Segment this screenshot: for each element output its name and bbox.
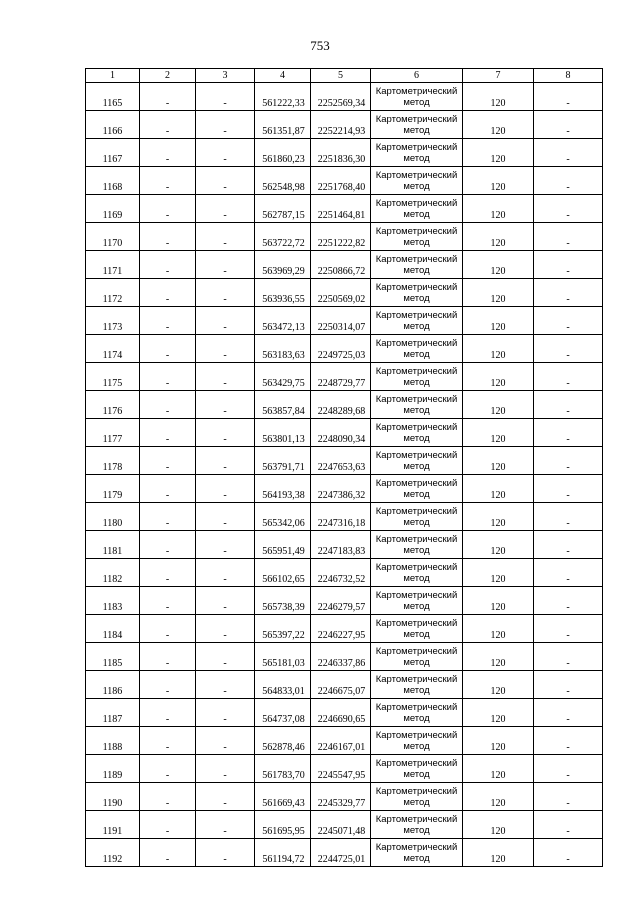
col3-value-cell: - [196,279,255,307]
y-coordinate-cell: 2246227,95 [311,615,371,643]
col8-value-cell: - [534,699,603,727]
table-row [86,139,603,167]
accuracy-cell: 120 [463,811,534,839]
accuracy-cell: 120 [463,699,534,727]
y-coordinate-cell: 2251836,30 [311,139,371,167]
col2-value-cell: - [140,307,196,335]
point-number-cell: 1182 [86,559,140,587]
y-coordinate-cell: 2244725,01 [311,839,371,867]
y-coordinate-cell: 2252569,34 [311,83,371,111]
table-row [86,251,603,279]
accuracy-cell: 120 [463,587,534,615]
table-row [86,699,603,727]
col2-value-cell: - [140,223,196,251]
col2-value-cell: - [140,615,196,643]
col8-value-cell: - [534,335,603,363]
method-cell: Картометрический метод [371,615,463,643]
accuracy-cell: 120 [463,447,534,475]
x-coordinate-cell: 564833,01 [255,671,311,699]
accuracy-cell: 120 [463,727,534,755]
col3-value-cell: - [196,503,255,531]
table-header-row [86,69,603,83]
point-number-cell: 1189 [86,755,140,783]
method-cell: Картометрический метод [371,811,463,839]
table-row [86,167,603,195]
col8-value-cell: - [534,475,603,503]
x-coordinate-cell: 561669,43 [255,783,311,811]
table-row [86,223,603,251]
col8-value-cell: - [534,755,603,783]
accuracy-cell: 120 [463,363,534,391]
x-coordinate-cell: 565181,03 [255,643,311,671]
point-number-cell: 1168 [86,167,140,195]
x-coordinate-cell: 561860,23 [255,139,311,167]
col3-value-cell: - [196,363,255,391]
col2-value-cell: - [140,363,196,391]
y-coordinate-cell: 2252214,93 [311,111,371,139]
point-number-cell: 1178 [86,447,140,475]
col2-value-cell: - [140,699,196,727]
table-row [86,671,603,699]
table-row [86,755,603,783]
x-coordinate-cell: 563936,55 [255,279,311,307]
col8-value-cell: - [534,587,603,615]
col8-value-cell: - [534,671,603,699]
accuracy-cell: 120 [463,391,534,419]
method-cell: Картометрический метод [371,783,463,811]
table-body [86,83,603,867]
method-cell: Картометрический метод [371,643,463,671]
col8-value-cell: - [534,139,603,167]
x-coordinate-cell: 563183,63 [255,335,311,363]
point-number-cell: 1183 [86,587,140,615]
point-number-cell: 1191 [86,811,140,839]
col3-value-cell: - [196,615,255,643]
table-row [86,335,603,363]
col3-value-cell: - [196,447,255,475]
point-number-cell: 1165 [86,83,140,111]
accuracy-cell: 120 [463,251,534,279]
col3-value-cell: - [196,811,255,839]
table-row [86,503,603,531]
col2-value-cell: - [140,279,196,307]
y-coordinate-cell: 2247386,32 [311,475,371,503]
table-row [86,391,603,419]
y-coordinate-cell: 2246675,07 [311,671,371,699]
col3-value-cell: - [196,111,255,139]
col8-value-cell: - [534,783,603,811]
table-row [86,195,603,223]
y-coordinate-cell: 2250569,02 [311,279,371,307]
col8-value-cell: - [534,251,603,279]
method-cell: Картометрический метод [371,699,463,727]
point-number-cell: 1190 [86,783,140,811]
x-coordinate-cell: 561222,33 [255,83,311,111]
method-cell: Картометрический метод [371,671,463,699]
x-coordinate-cell: 564737,08 [255,699,311,727]
table-row [86,111,603,139]
y-coordinate-cell: 2248090,34 [311,419,371,447]
col3-value-cell: - [196,559,255,587]
method-cell: Картометрический метод [371,559,463,587]
col2-value-cell: - [140,447,196,475]
col8-value-cell: - [534,223,603,251]
accuracy-cell: 120 [463,83,534,111]
table-row [86,475,603,503]
x-coordinate-cell: 565397,22 [255,615,311,643]
table-row [86,363,603,391]
point-number-cell: 1169 [86,195,140,223]
col3-value-cell: - [196,391,255,419]
y-coordinate-cell: 2248289,68 [311,391,371,419]
col3-value-cell: - [196,223,255,251]
x-coordinate-cell: 563429,75 [255,363,311,391]
col2-value-cell: - [140,503,196,531]
point-number-cell: 1186 [86,671,140,699]
y-coordinate-cell: 2246732,52 [311,559,371,587]
col8-value-cell: - [534,391,603,419]
col3-value-cell: - [196,167,255,195]
x-coordinate-cell: 561695,95 [255,811,311,839]
method-cell: Картометрический метод [371,139,463,167]
method-cell: Картометрический метод [371,475,463,503]
point-number-cell: 1180 [86,503,140,531]
col3-value-cell: - [196,475,255,503]
x-coordinate-cell: 562787,15 [255,195,311,223]
method-cell: Картометрический метод [371,167,463,195]
table-row [86,615,603,643]
col8-value-cell: - [534,167,603,195]
table-row [86,531,603,559]
point-number-cell: 1188 [86,727,140,755]
method-cell: Картометрический метод [371,727,463,755]
method-cell: Картометрический метод [371,223,463,251]
column-header-6: 6 [371,69,463,83]
x-coordinate-cell: 563472,13 [255,307,311,335]
table-row [86,279,603,307]
y-coordinate-cell: 2247316,18 [311,503,371,531]
accuracy-cell: 120 [463,643,534,671]
point-number-cell: 1179 [86,475,140,503]
accuracy-cell: 120 [463,559,534,587]
point-number-cell: 1177 [86,419,140,447]
accuracy-cell: 120 [463,419,534,447]
col2-value-cell: - [140,727,196,755]
col2-value-cell: - [140,419,196,447]
point-number-cell: 1166 [86,111,140,139]
col2-value-cell: - [140,783,196,811]
method-cell: Картометрический метод [371,111,463,139]
y-coordinate-cell: 2251222,82 [311,223,371,251]
accuracy-cell: 120 [463,839,534,867]
accuracy-cell: 120 [463,615,534,643]
col8-value-cell: - [534,727,603,755]
col2-value-cell: - [140,671,196,699]
column-header-7: 7 [463,69,534,83]
col2-value-cell: - [140,391,196,419]
column-header-4: 4 [255,69,311,83]
method-cell: Картометрический метод [371,839,463,867]
accuracy-cell: 120 [463,307,534,335]
method-cell: Картометрический метод [371,251,463,279]
col2-value-cell: - [140,531,196,559]
table-row [86,83,603,111]
x-coordinate-cell: 564193,38 [255,475,311,503]
col3-value-cell: - [196,643,255,671]
col2-value-cell: - [140,167,196,195]
col3-value-cell: - [196,699,255,727]
col8-value-cell: - [534,447,603,475]
col2-value-cell: - [140,251,196,279]
accuracy-cell: 120 [463,671,534,699]
col8-value-cell: - [534,503,603,531]
point-number-cell: 1187 [86,699,140,727]
column-header-3: 3 [196,69,255,83]
method-cell: Картометрический метод [371,419,463,447]
col8-value-cell: - [534,839,603,867]
accuracy-cell: 120 [463,503,534,531]
col8-value-cell: - [534,811,603,839]
x-coordinate-cell: 563969,29 [255,251,311,279]
col3-value-cell: - [196,139,255,167]
col3-value-cell: - [196,531,255,559]
page-number: 753 [310,38,330,53]
accuracy-cell: 120 [463,111,534,139]
col8-value-cell: - [534,643,603,671]
col8-value-cell: - [534,419,603,447]
col2-value-cell: - [140,111,196,139]
method-cell: Картометрический метод [371,83,463,111]
point-number-cell: 1184 [86,615,140,643]
col3-value-cell: - [196,83,255,111]
col2-value-cell: - [140,643,196,671]
method-cell: Картометрический метод [371,363,463,391]
col2-value-cell: - [140,335,196,363]
point-number-cell: 1181 [86,531,140,559]
col3-value-cell: - [196,251,255,279]
method-cell: Картометрический метод [371,755,463,783]
accuracy-cell: 120 [463,195,534,223]
col3-value-cell: - [196,727,255,755]
table-row [86,307,603,335]
y-coordinate-cell: 2246690,65 [311,699,371,727]
y-coordinate-cell: 2248729,77 [311,363,371,391]
accuracy-cell: 120 [463,167,534,195]
col8-value-cell: - [534,83,603,111]
accuracy-cell: 120 [463,783,534,811]
method-cell: Картометрический метод [371,391,463,419]
x-coordinate-cell: 561351,87 [255,111,311,139]
x-coordinate-cell: 561194,72 [255,839,311,867]
column-header-2: 2 [140,69,196,83]
method-cell: Картометрический метод [371,335,463,363]
point-number-cell: 1176 [86,391,140,419]
accuracy-cell: 120 [463,755,534,783]
table-row [86,643,603,671]
point-number-cell: 1170 [86,223,140,251]
col8-value-cell: - [534,559,603,587]
col8-value-cell: - [534,615,603,643]
table-row [86,727,603,755]
point-number-cell: 1175 [86,363,140,391]
col2-value-cell: - [140,755,196,783]
col3-value-cell: - [196,587,255,615]
method-cell: Картометрический метод [371,447,463,475]
column-header-8: 8 [534,69,603,83]
col2-value-cell: - [140,83,196,111]
method-cell: Картометрический метод [371,307,463,335]
col2-value-cell: - [140,811,196,839]
x-coordinate-cell: 565342,06 [255,503,311,531]
y-coordinate-cell: 2250866,72 [311,251,371,279]
method-cell: Картометрический метод [371,279,463,307]
col2-value-cell: - [140,839,196,867]
table-row [86,783,603,811]
col8-value-cell: - [534,307,603,335]
col3-value-cell: - [196,839,255,867]
x-coordinate-cell: 562878,46 [255,727,311,755]
table-row [86,559,603,587]
column-header-5: 5 [311,69,371,83]
col2-value-cell: - [140,587,196,615]
column-header-1: 1 [86,69,140,83]
table-row [86,419,603,447]
col8-value-cell: - [534,363,603,391]
table-row [86,839,603,867]
col3-value-cell: - [196,755,255,783]
col3-value-cell: - [196,783,255,811]
y-coordinate-cell: 2247653,63 [311,447,371,475]
y-coordinate-cell: 2245329,77 [311,783,371,811]
x-coordinate-cell: 561783,70 [255,755,311,783]
col2-value-cell: - [140,475,196,503]
y-coordinate-cell: 2246337,86 [311,643,371,671]
point-number-cell: 1174 [86,335,140,363]
y-coordinate-cell: 2247183,83 [311,531,371,559]
col3-value-cell: - [196,307,255,335]
col2-value-cell: - [140,195,196,223]
point-number-cell: 1167 [86,139,140,167]
accuracy-cell: 120 [463,335,534,363]
x-coordinate-cell: 563722,72 [255,223,311,251]
accuracy-cell: 120 [463,475,534,503]
point-number-cell: 1172 [86,279,140,307]
method-cell: Картометрический метод [371,587,463,615]
method-cell: Картометрический метод [371,195,463,223]
method-cell: Картометрический метод [371,503,463,531]
x-coordinate-cell: 563791,71 [255,447,311,475]
x-coordinate-cell: 563801,13 [255,419,311,447]
col3-value-cell: - [196,195,255,223]
col8-value-cell: - [534,531,603,559]
col8-value-cell: - [534,111,603,139]
x-coordinate-cell: 562548,98 [255,167,311,195]
method-cell: Картометрический метод [371,531,463,559]
accuracy-cell: 120 [463,139,534,167]
col2-value-cell: - [140,559,196,587]
x-coordinate-cell: 565738,39 [255,587,311,615]
y-coordinate-cell: 2249725,03 [311,335,371,363]
y-coordinate-cell: 2250314,07 [311,307,371,335]
y-coordinate-cell: 2245071,48 [311,811,371,839]
y-coordinate-cell: 2251464,81 [311,195,371,223]
col8-value-cell: - [534,279,603,307]
point-number-cell: 1171 [86,251,140,279]
col2-value-cell: - [140,139,196,167]
col3-value-cell: - [196,335,255,363]
y-coordinate-cell: 2246167,01 [311,727,371,755]
point-number-cell: 1173 [86,307,140,335]
col8-value-cell: - [534,195,603,223]
point-number-cell: 1192 [86,839,140,867]
table-row [86,587,603,615]
point-number-cell: 1185 [86,643,140,671]
y-coordinate-cell: 2246279,57 [311,587,371,615]
y-coordinate-cell: 2245547,95 [311,755,371,783]
table-row [86,447,603,475]
col3-value-cell: - [196,419,255,447]
x-coordinate-cell: 565951,49 [255,531,311,559]
x-coordinate-cell: 563857,84 [255,391,311,419]
coordinates-table [85,68,603,867]
col3-value-cell: - [196,671,255,699]
x-coordinate-cell: 566102,65 [255,559,311,587]
table-row [86,811,603,839]
accuracy-cell: 120 [463,531,534,559]
accuracy-cell: 120 [463,223,534,251]
y-coordinate-cell: 2251768,40 [311,167,371,195]
accuracy-cell: 120 [463,279,534,307]
